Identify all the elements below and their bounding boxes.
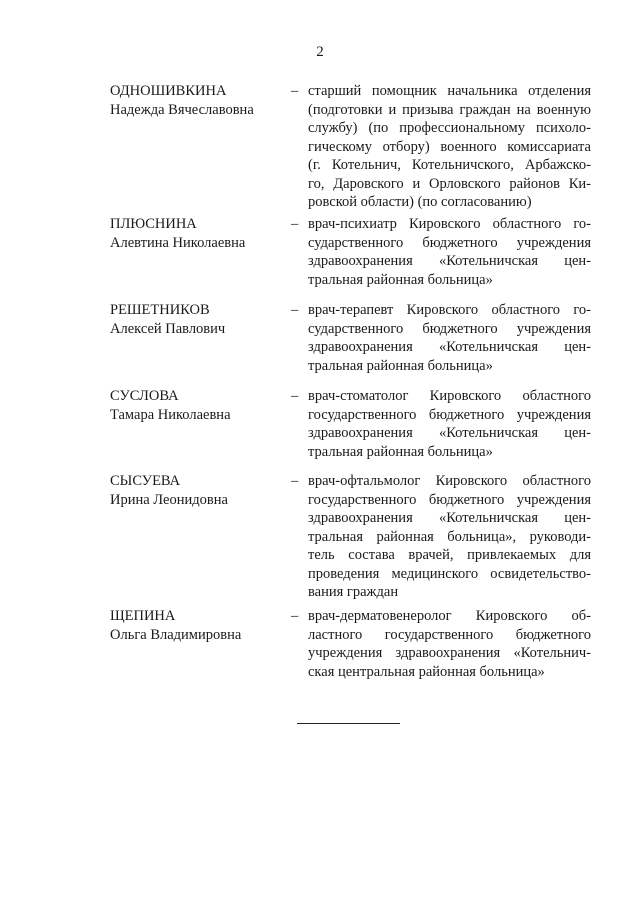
role-line: здравоохранения «Котельничская цен- <box>308 425 591 441</box>
role-line: сударственного бюджетного учреждения <box>308 320 591 337</box>
member-given-names: Надежда Вячеславовна <box>110 101 254 118</box>
role-line: врач-дерматовенеролог Кировского об- <box>308 608 591 624</box>
role-line: врач-стоматолог Кировского областного <box>308 388 591 404</box>
role-line: тральная районная больница» <box>308 357 493 374</box>
role-line: гическому отбору) военного комиссариата <box>308 138 591 155</box>
member-given-names: Алевтина Николаевна <box>110 234 246 251</box>
member-name-block <box>110 82 285 119</box>
role-line: врач-психиатр Кировского областного го- <box>308 216 591 232</box>
role-line: тральная районная больница» <box>308 271 493 288</box>
separator-dash: – <box>291 608 299 624</box>
member-role-description <box>308 301 591 375</box>
member-role-description <box>308 82 591 212</box>
member-surname: РЕШЕТНИКОВ <box>110 302 210 318</box>
member-given-names: Ирина Леонидовна <box>110 491 228 508</box>
separator-dash: – <box>291 388 299 404</box>
member-name-block <box>110 215 285 252</box>
role-line: врач-офтальмолог Кировского областного <box>308 473 591 489</box>
separator-dash: – <box>291 302 299 318</box>
role-line: го, Даровского и Орловского районов Ки- <box>308 175 591 192</box>
role-line: врач-терапевт Кировского областного го- <box>308 302 591 318</box>
closing-divider-line <box>297 723 400 724</box>
member-surname: ОДНОШИВКИНА <box>110 83 227 99</box>
member-name-block <box>110 387 285 424</box>
role-line: проведения медицинского освидетельство- <box>308 565 591 582</box>
member-name-block <box>110 607 285 644</box>
role-line: службу) (по профессиональному психоло- <box>308 120 591 136</box>
role-line: здравоохранения «Котельничская цен- <box>308 253 591 269</box>
page-number: 2 <box>316 44 324 60</box>
role-line: тральная районная больница» <box>308 443 493 460</box>
role-line: ровской области) (по согласованию) <box>308 194 532 210</box>
role-line: сударственного бюджетного учреждения <box>308 234 591 251</box>
role-line: государственного бюджетного учреждения <box>308 491 591 508</box>
member-role-description <box>308 472 591 602</box>
role-line: ластного государственного бюджетного <box>308 626 591 643</box>
member-role-description <box>308 215 591 289</box>
separator-dash: – <box>291 473 299 489</box>
role-line: ская центральная районная больница» <box>308 663 545 680</box>
role-line: здравоохранения «Котельничская цен- <box>308 510 591 526</box>
member-surname: ПЛЮСНИНА <box>110 216 197 232</box>
member-given-names: Алексей Павлович <box>110 320 226 337</box>
role-line: старший помощник начальника отделения <box>308 83 591 99</box>
separator-dash: – <box>291 83 299 99</box>
member-role-description <box>308 607 591 681</box>
role-line: вания граждан <box>308 584 399 600</box>
member-name-block <box>110 472 285 509</box>
role-line: (г. Котельнич, Котельничского, Арбажско- <box>308 157 591 173</box>
member-role-description <box>308 387 591 461</box>
member-surname: СУСЛОВА <box>110 388 179 404</box>
member-given-names: Ольга Владимировна <box>110 626 242 643</box>
member-surname: СЫСУЕВА <box>110 473 181 489</box>
role-line: учреждения здравоохранения «Котельнич- <box>308 645 591 661</box>
role-line: государственного бюджетного учреждения <box>308 406 591 423</box>
separator-dash: – <box>291 216 299 232</box>
member-name-block <box>110 301 285 338</box>
member-given-names: Тамара Николаевна <box>110 406 231 423</box>
role-line: (подготовки и призыва граждан на военную <box>308 101 591 118</box>
member-surname: ЩЕПИНА <box>110 608 176 624</box>
role-line: здравоохранения «Котельничская цен- <box>308 339 591 355</box>
role-line: тель состава врачей, привлекаемых для <box>308 547 591 563</box>
role-line: тральная районная больница», руководи- <box>308 528 591 545</box>
